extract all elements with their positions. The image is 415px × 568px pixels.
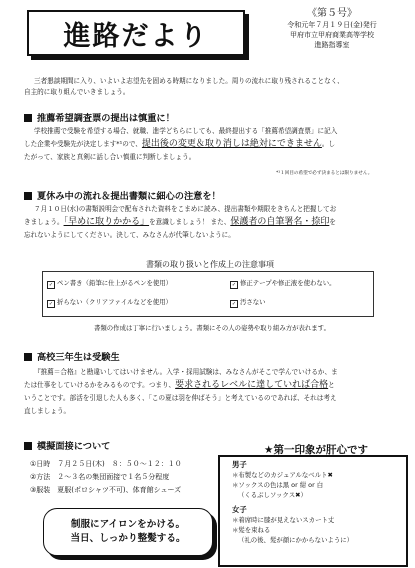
interview-row: ②方法 ２～３名の集団面接で１名５分程度 (30, 473, 170, 481)
body-line: 学校推薦で受験を希望する場合、就職、進学どちらにしても、最終提出する「推薦希望調査票」に記入 (34, 127, 338, 135)
emphasis-text: 提出後の変更＆取り消しは絶対にできません (141, 139, 322, 149)
body-text: きましょう。 (24, 218, 64, 226)
section2-body (24, 203, 404, 242)
intro-line: 三者懇談期間に入り、いよいよ志望先を固める時期になりました。周りの流れに取り残されることなく、 (34, 77, 344, 85)
intro-paragraph (24, 76, 400, 98)
section-heading-text: 模擬面接について (37, 441, 111, 452)
interview-row: ①日時 ７月２５日(木) ８：５０～１２：１０ (30, 460, 182, 468)
emphasis-text: 「早めに取りかかる」 (63, 217, 150, 227)
section-heading-text: 高校三年生は受験生 (37, 352, 120, 363)
body-line: 忘れないようにしてください。決して、みなさんが代筆しないように。 (24, 231, 235, 239)
issue-info (262, 8, 402, 50)
rule-item: ✓ 折らない（クリアファイルなどを使用） (48, 298, 172, 307)
checkbox-icon: ✓ (231, 301, 237, 307)
dress-rule: ＊着席時に膝が見えないスカート丈 (232, 516, 335, 524)
dress-rule: （礼の後、髪が顔にかからないように） (238, 536, 354, 544)
interview-row: ③服装 夏服(ポロシャツ不可)、体育館シューズ (30, 486, 182, 494)
square-bullet-icon (24, 192, 32, 200)
dress-rule: ＊布製などのカジュアルなベルト✖ (232, 471, 333, 479)
section1-body (24, 125, 404, 164)
square-bullet-icon (24, 353, 32, 361)
first-impression-content (232, 460, 353, 545)
dress-rule: ＊ソックスの色は黒 or 紺 or 白 (232, 481, 324, 489)
first-impression-title: ★第一印象が肝心です (264, 444, 368, 456)
square-bullet-icon (24, 442, 32, 450)
body-line (24, 379, 404, 392)
body-line: 『推薦＝合格』と勘違いしてはいけません。入学・採用試験は、みなさんがそこで学んでいけるか、ま (34, 368, 338, 376)
checkbox-icon: ✓ (48, 301, 54, 307)
body-text: した企業や受験先が決定します*¹ので、 (24, 140, 142, 148)
emphasis-text: 保護者の自筆署名・捺印 (230, 217, 330, 227)
rule-item: ✓ 修正テープや修正液を使わない。 (231, 279, 336, 288)
section-heading-text: 夏休み中の流れ＆提出書類に細心の注意を！ (37, 191, 221, 202)
intro-line: 自主的に取り組んでいきましょう。 (24, 88, 130, 96)
section-heading-text: 推薦希望調査票の提出は慎重に！ (37, 113, 175, 124)
female-heading: 女子 (232, 505, 247, 514)
section-heading-recommendation (24, 110, 175, 124)
emphasis-text: 要求されるレベルに達していれば合格 (175, 380, 329, 390)
callout-line: 当日、しっかり整髪する。 (70, 533, 186, 544)
checkbox-icon: ✓ (48, 282, 54, 288)
school-name: 甲府市立甲府商業高等学校 (290, 31, 374, 39)
newsletter-title: 進路だより (27, 10, 245, 56)
body-text: たは仕事をしていけるかをみるものです。つまり、 (24, 381, 176, 389)
issue-date: 令和元年７月１９日(金)発行 (287, 21, 377, 29)
body-line: 直しましょう。 (24, 407, 71, 415)
body-line: たがって、家族と真剣に話し合い慎重に判断しましょう。 (24, 153, 196, 161)
interview-details (30, 458, 182, 497)
rules-footer: 書類の作成は丁寧に行いましょう。書類にその人の姿勢や取り組み方が表れます。 (94, 324, 330, 332)
footnote: *¹１回目の希望で必ず決まるとは限りません。 (276, 171, 373, 176)
body-text: を (329, 218, 336, 226)
body-text: を意識しましょう！ また、 (149, 218, 231, 226)
body-line: ７月１０日(水)の書類説明会で配布された資料をこまめに読み、提出書類や期限をきちんと把握してお (34, 205, 337, 213)
rules-title: 書類の取り扱いと作成上の注意事項 (146, 260, 274, 269)
body-text: 。し (321, 140, 336, 148)
department: 進路指導室 (314, 41, 350, 49)
section-heading-interview (24, 438, 110, 452)
callout-line: 制服にアイロンをかける。 (70, 519, 186, 530)
rule-item: ✓ ペン書き（鉛筆に仕上がるペンを使用） (48, 279, 173, 288)
section-heading-exam (24, 349, 120, 363)
body-line (24, 138, 404, 151)
body-text: と (328, 381, 335, 389)
male-heading: 男子 (232, 460, 247, 469)
dress-rule: （くるぶしソックス✖） (238, 491, 307, 499)
rule-item: ✓ 汚さない (231, 298, 266, 307)
square-bullet-icon (24, 114, 32, 122)
section-heading-summer (24, 188, 221, 202)
grooming-callout (43, 508, 213, 556)
issue-number: 《第５号》 (307, 8, 357, 19)
body-line (24, 216, 404, 229)
section3-body (24, 366, 404, 418)
body-line: いうことです。部活を引退した人も多く、「この夏は羽を伸ばそう」と考えているのであれば、それは考え (24, 394, 337, 402)
dress-rule: ＊髪を束ねる (232, 526, 271, 534)
checkbox-icon: ✓ (231, 282, 237, 288)
